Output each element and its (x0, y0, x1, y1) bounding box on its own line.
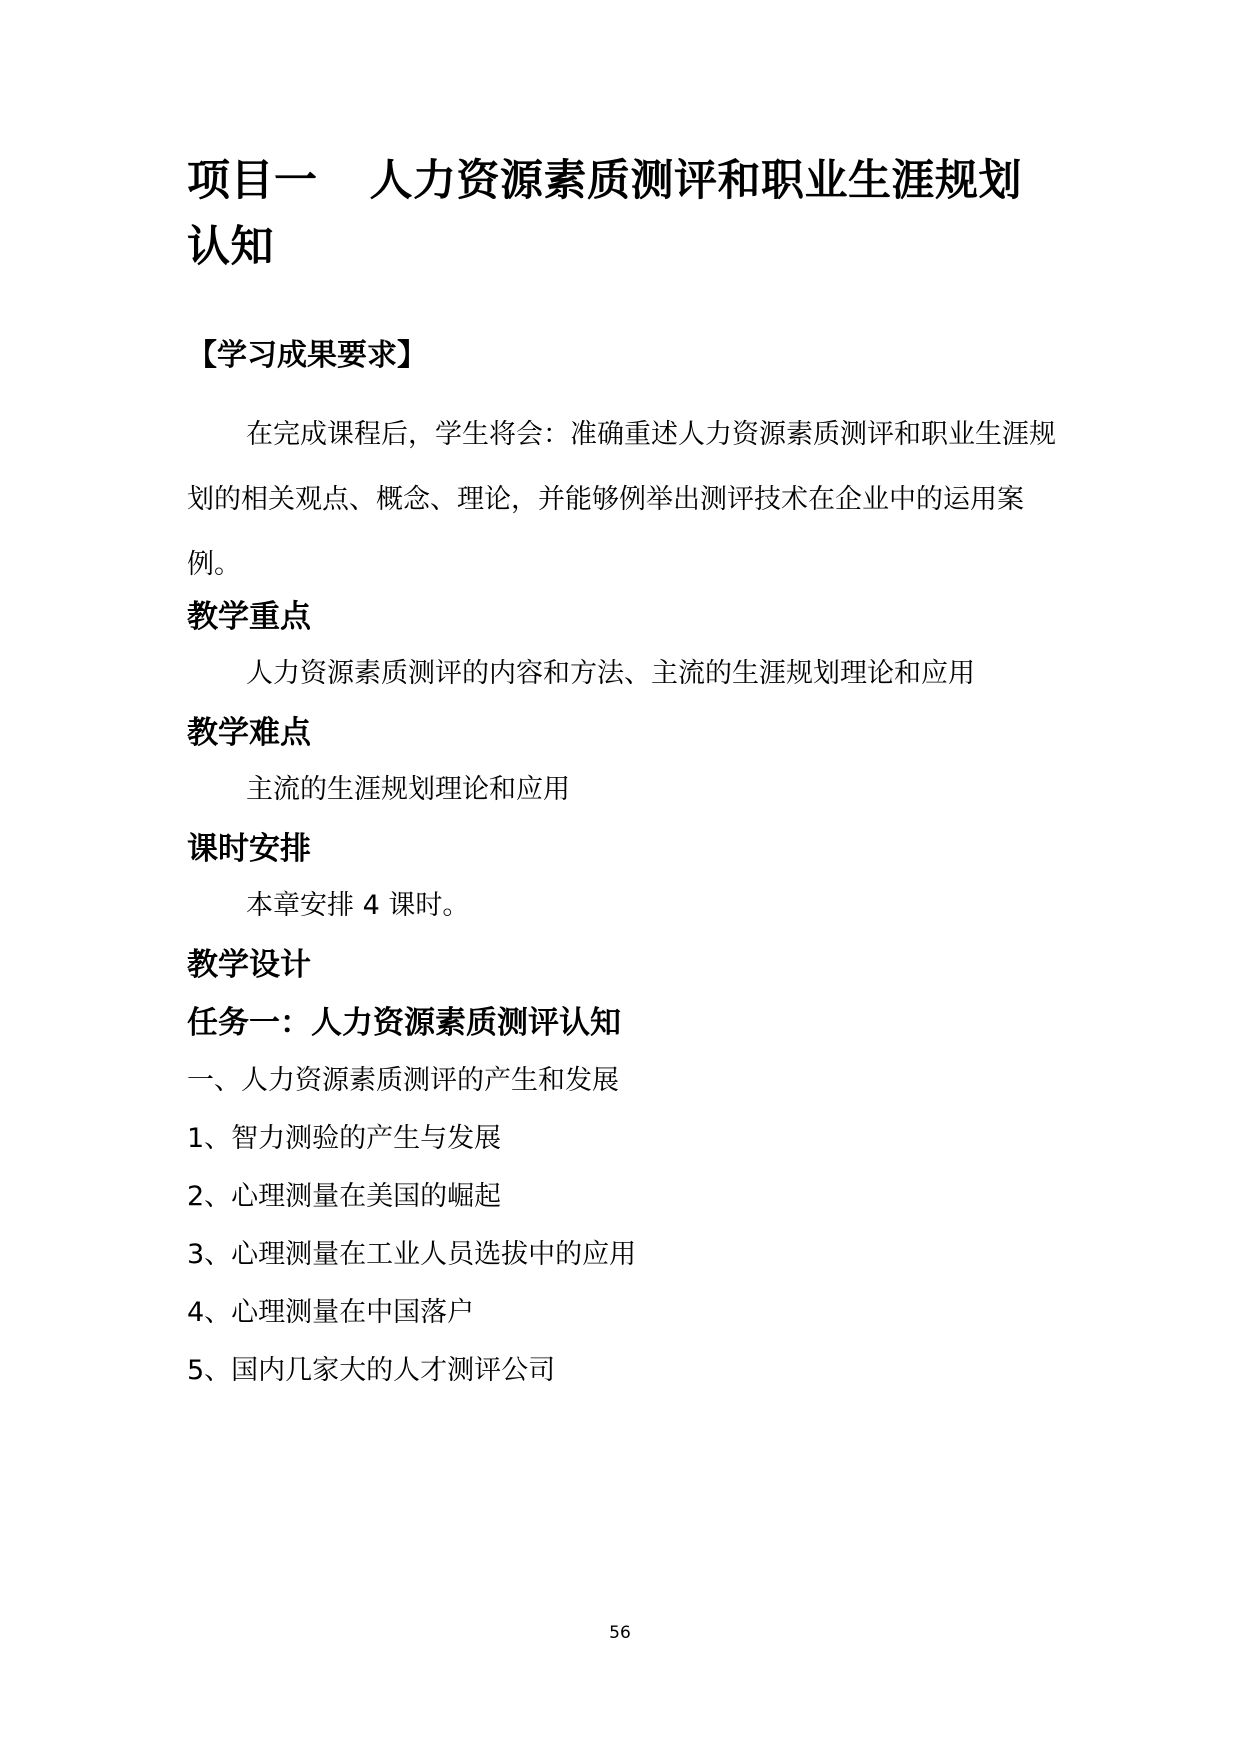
teaching-focus-heading: 教学重点 (187, 599, 311, 635)
list-item: 3、心理测量在工业人员选拔中的应用 (187, 1239, 637, 1270)
teaching-difficulty-heading: 教学难点 (187, 715, 311, 751)
section-heading: 一、人力资源素质测评的产生和发展 (187, 1065, 619, 1096)
title-project-number: 项目一 (187, 156, 318, 206)
page-title (187, 148, 1057, 280)
list-item: 1、智力测验的产生与发展 (187, 1123, 502, 1154)
learning-outcomes-heading: 【学习成果要求】 (187, 338, 427, 373)
teaching-difficulty-text: 主流的生涯规划理论和应用 (246, 774, 570, 805)
page-number: 56 (609, 1623, 631, 1643)
page-content (187, 148, 1057, 1386)
list-item: 5、国内几家大的人才测评公司 (187, 1355, 556, 1386)
teaching-design-heading: 教学设计 (187, 947, 311, 983)
task-one-heading: 任务一：人力资源素质测评认知 (187, 1005, 621, 1041)
title-project-name: 人力资源素质测评和职业生涯规划认知 (187, 156, 1022, 272)
list-item: 2、心理测量在美国的崛起 (187, 1181, 502, 1212)
teaching-focus-text: 人力资源素质测评的内容和方法、主流的生涯规划理论和应用 (246, 658, 975, 689)
learning-outcomes-text: 在完成课程后，学生将会：准确重述人力资源素质测评和职业生涯规划的相关观点、概念、理论，并能够例举出测评技术在企业中的运用案例。 (187, 419, 1056, 580)
schedule-text: 本章安排 4 课时。 (246, 890, 470, 921)
list-item: 4、心理测量在中国落户 (187, 1297, 475, 1328)
schedule-heading: 课时安排 (187, 831, 311, 867)
